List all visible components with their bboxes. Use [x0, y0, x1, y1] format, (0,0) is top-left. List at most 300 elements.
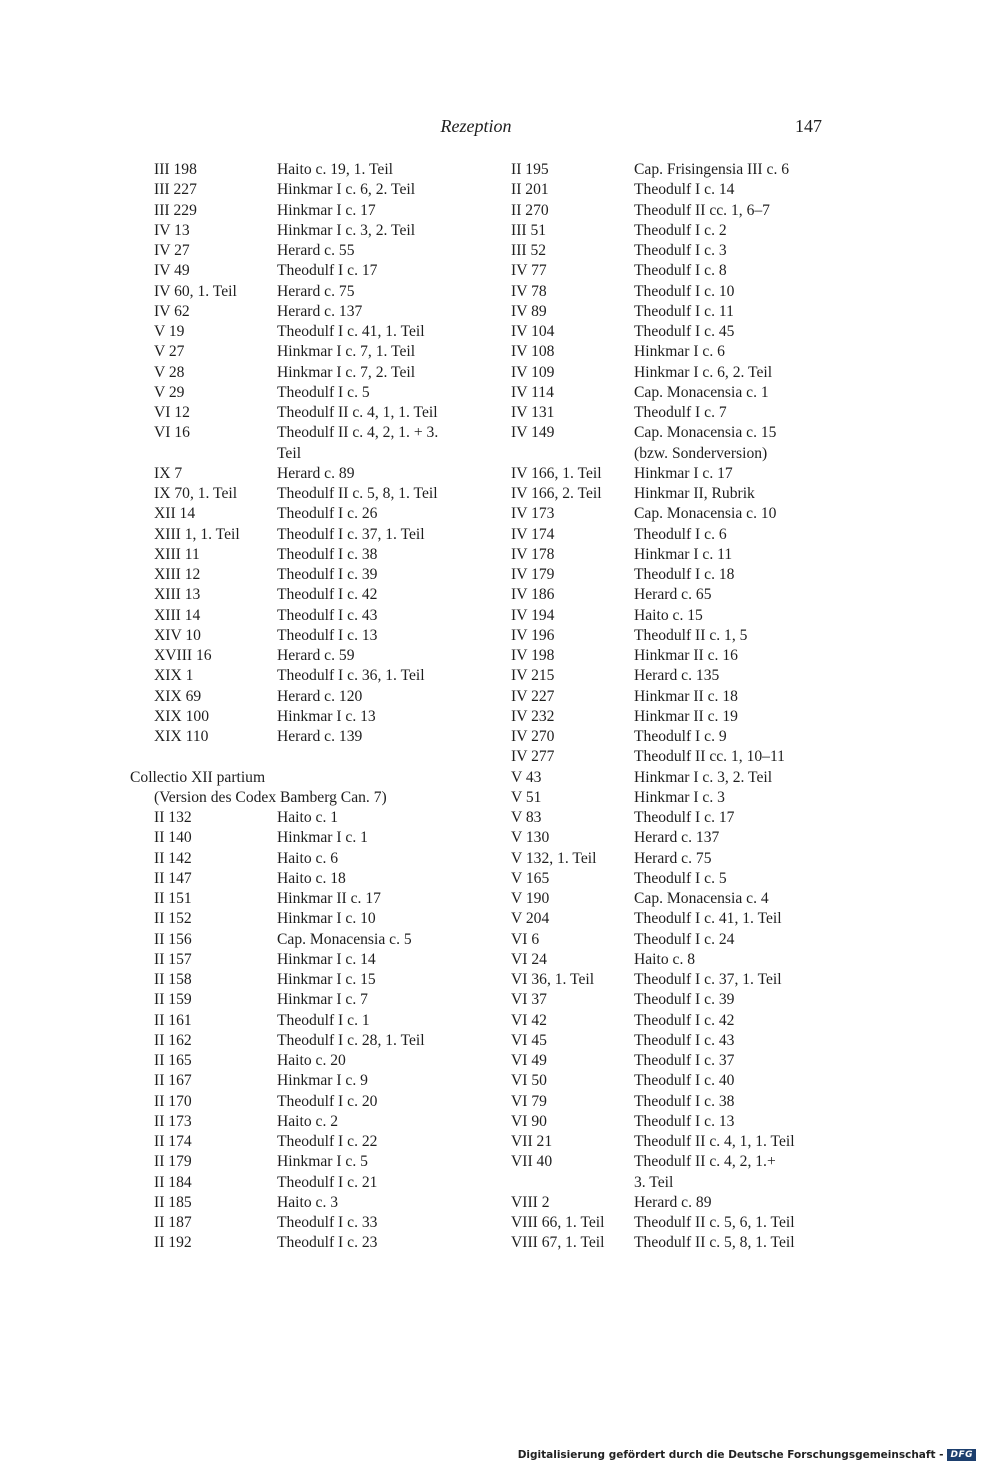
source-text: Hinkmar I c. 9: [277, 1072, 368, 1090]
source-text: Herard c. 75: [634, 849, 712, 867]
reference: IX 7: [154, 464, 183, 482]
source-citation: [634, 788, 824, 808]
source-text: Hinkmar I c. 5: [277, 1153, 368, 1171]
source-citation: [634, 869, 824, 889]
reference: III 51: [511, 221, 547, 239]
source-citation: [277, 1071, 457, 1091]
section-subtitle: (Version des Codex Bamberg Can. 7): [154, 788, 387, 806]
reference: IV 270: [511, 728, 555, 745]
source-text: Hinkmar I c. 7: [277, 991, 368, 1009]
index-row: [130, 626, 490, 646]
reference: II 158: [154, 971, 192, 988]
source-text: Herard c. 135: [634, 667, 720, 685]
index-row: [130, 484, 490, 504]
source-text: Hinkmar I c. 14: [277, 950, 376, 968]
reference: IV 186: [511, 586, 555, 604]
index-row: [130, 464, 490, 484]
index-row: [511, 889, 831, 909]
source-citation: [634, 403, 824, 423]
reference: XIV 10: [154, 626, 201, 644]
source-citation: [277, 1011, 457, 1031]
reference: IV 173: [511, 505, 555, 523]
source-citation: [277, 707, 457, 727]
source-text: Haito c. 19, 1. Teil: [277, 161, 393, 178]
source-text: Theodulf I c. 24: [634, 930, 735, 948]
index-row: [130, 808, 490, 828]
reference: VI 45: [511, 1031, 547, 1049]
index-row: [130, 585, 490, 605]
index-row: [511, 423, 831, 464]
source-citation: [277, 889, 457, 909]
source-text: Herard c. 75: [277, 282, 355, 300]
source-text: Theodulf I c. 10: [634, 282, 735, 300]
reference: XIX 69: [154, 687, 202, 705]
index-row: [511, 909, 831, 929]
index-row: [130, 1213, 490, 1233]
index-row: [511, 707, 831, 727]
index-row: [511, 383, 831, 403]
reference: VI 37: [511, 991, 547, 1009]
page-header: [130, 116, 822, 140]
source-citation: [277, 666, 457, 686]
source-text: Theodulf II c. 5, 8, 1. Teil: [277, 485, 438, 502]
reference: V 132, 1. Teil: [511, 849, 597, 867]
index-row: [130, 545, 490, 565]
index-row: [511, 970, 831, 990]
source-text: Theodulf II c. 4, 1, 1. Teil: [634, 1133, 795, 1150]
reference: IV 27: [154, 242, 190, 259]
source-citation: [634, 545, 824, 565]
reference: IV 232: [511, 707, 555, 725]
source-text: Theodulf I c. 41, 1. Teil: [634, 910, 782, 928]
reference: IV 194: [511, 606, 555, 624]
reference: XIII 12: [154, 566, 201, 583]
source-citation: [277, 525, 457, 545]
index-row: [511, 788, 831, 808]
page-number: 147: [795, 116, 822, 136]
source-text: Hinkmar II c. 19: [634, 707, 738, 725]
source-citation: [277, 545, 457, 565]
source-text: Cap. Frisingensia III c. 6: [634, 161, 790, 178]
source-text-continued: (bzw. Sonderversion): [634, 444, 768, 462]
source-citation: [634, 1112, 824, 1132]
source-citation: [634, 808, 824, 828]
source-citation: [634, 606, 824, 626]
source-citation: [634, 1213, 824, 1233]
source-text: Theodulf I c. 23: [277, 1234, 378, 1252]
index-row: [130, 160, 490, 180]
source-text: Theodulf II c. 4, 2, 1. + 3.: [277, 424, 439, 442]
reference: VI 6: [511, 930, 540, 948]
source-citation: [634, 160, 824, 180]
index-row: [130, 646, 490, 666]
source-citation: [277, 1173, 457, 1193]
source-text: Theodulf I c. 3: [634, 242, 727, 259]
reference: II 184: [154, 1173, 192, 1191]
reference: V 130: [511, 829, 550, 847]
footer-credit: [518, 1449, 976, 1461]
source-citation: [277, 322, 457, 342]
source-citation: [634, 180, 824, 200]
index-row: [130, 282, 490, 302]
index-row: [130, 423, 490, 464]
source-text: Theodulf I c. 6: [634, 525, 727, 543]
source-citation: [634, 1031, 824, 1051]
source-citation: [634, 484, 824, 504]
reference: VI 49: [511, 1052, 547, 1069]
source-text: Theodulf I c. 22: [277, 1133, 378, 1150]
index-row: [511, 950, 831, 970]
reference: II 173: [154, 1112, 192, 1130]
source-text: Herard c. 55: [277, 242, 355, 259]
index-row: [130, 504, 490, 524]
index-row: [130, 1193, 490, 1213]
source-citation: [634, 1011, 824, 1031]
reference: XIX 110: [154, 728, 209, 745]
source-citation: [277, 1112, 457, 1132]
reference: IV 114: [511, 383, 554, 401]
source-citation: [277, 808, 457, 828]
source-citation: [277, 909, 457, 929]
index-row: [130, 1031, 490, 1051]
index-row: [130, 383, 490, 403]
source-citation: [634, 666, 824, 686]
index-row: [130, 342, 490, 362]
index-row: [130, 241, 490, 261]
source-text: Theodulf II c. 5, 8, 1. Teil: [634, 1234, 795, 1252]
source-citation: [634, 950, 824, 970]
source-text: Cap. Monacensia c. 4: [634, 890, 769, 907]
source-text: Cap. Monacensia c. 1: [634, 383, 769, 401]
index-row: [130, 1011, 490, 1031]
source-citation: [277, 342, 457, 362]
index-row: [511, 768, 831, 788]
source-text: Haito c. 18: [277, 869, 346, 887]
index-row: [130, 930, 490, 950]
source-text: Hinkmar I c. 3: [634, 788, 725, 806]
index-row: [130, 889, 490, 909]
reference: IV 166, 1. Teil: [511, 464, 602, 482]
source-text: Theodulf I c. 38: [277, 545, 378, 563]
source-text: Theodulf I c. 8: [634, 262, 727, 280]
source-citation: [277, 1051, 457, 1071]
dfg-logo: DFG: [947, 1449, 976, 1461]
index-row: [130, 221, 490, 241]
index-row: [511, 1193, 831, 1213]
source-text: Hinkmar I c. 11: [634, 545, 733, 563]
reference: XIX 100: [154, 707, 210, 725]
index-row: [130, 565, 490, 585]
source-citation: [634, 342, 824, 362]
source-text: Cap. Monacensia c. 5: [277, 930, 412, 948]
index-row: [511, 545, 831, 565]
index-row: [130, 1132, 490, 1152]
source-citation: [277, 606, 457, 626]
source-text: Theodulf I c. 17: [634, 809, 735, 826]
index-row: [511, 727, 831, 747]
source-text-continued: Teil: [277, 444, 302, 462]
source-text: Herard c. 59: [277, 647, 355, 664]
source-text: Theodulf I c. 37: [634, 1052, 735, 1069]
reference: V 19: [154, 323, 185, 340]
source-citation: [634, 909, 824, 929]
reference: II 142: [154, 849, 192, 867]
reference: II 156: [154, 930, 192, 948]
source-text: Herard c. 120: [277, 687, 363, 705]
reference: II 201: [511, 181, 549, 199]
source-text: Theodulf I c. 9: [634, 728, 727, 745]
source-citation: [634, 1132, 824, 1152]
source-text: Theodulf I c. 39: [634, 991, 735, 1009]
index-row: [130, 201, 490, 221]
reference: IV 178: [511, 545, 555, 563]
index-row: [130, 302, 490, 322]
source-text: Hinkmar I c. 3, 2. Teil: [277, 221, 416, 239]
source-text: Theodulf I c. 42: [634, 1011, 735, 1029]
source-text: Theodulf I c. 1: [277, 1011, 370, 1029]
source-text: Theodulf I c. 2: [634, 221, 727, 239]
source-citation: [634, 646, 824, 666]
reference: VI 79: [511, 1092, 547, 1110]
source-text: Theodulf II cc. 1, 6–7: [634, 201, 770, 219]
source-text: Hinkmar I c. 6: [634, 343, 725, 361]
source-citation: [634, 363, 824, 383]
reference: V 29: [154, 383, 185, 401]
source-text: Haito c. 6: [277, 849, 339, 867]
index-row: [130, 525, 490, 545]
source-text: Theodulf I c. 21: [277, 1173, 378, 1191]
reference: IV 62: [154, 302, 190, 320]
reference: VI 50: [511, 1072, 547, 1090]
source-citation: [277, 869, 457, 889]
source-citation: [634, 970, 824, 990]
reference: II 187: [154, 1214, 192, 1231]
left-column: [130, 160, 490, 1254]
source-text: Cap. Monacensia c. 15: [634, 424, 777, 442]
index-row: [511, 484, 831, 504]
source-text: Hinkmar I c. 17: [634, 464, 733, 482]
index-row: [130, 1051, 490, 1071]
reference: V 27: [154, 343, 185, 361]
source-citation: [634, 828, 824, 848]
source-text: Theodulf I c. 39: [277, 566, 378, 583]
source-citation: [277, 423, 457, 464]
right-column: [511, 160, 831, 1254]
index-row: [511, 1112, 831, 1132]
reference: VII 21: [511, 1133, 553, 1150]
reference: VI 90: [511, 1112, 547, 1130]
index-row: [511, 828, 831, 848]
index-row: [511, 747, 831, 767]
source-text: Hinkmar I c. 10: [277, 910, 376, 928]
source-citation: [634, 626, 824, 646]
source-text: Theodulf I c. 11: [634, 302, 734, 320]
source-citation: [634, 687, 824, 707]
source-citation: [277, 565, 457, 585]
source-citation: [634, 261, 824, 281]
source-text: Theodulf I c. 42: [277, 586, 378, 604]
reference: II 162: [154, 1031, 192, 1049]
source-text: Theodulf I c. 37, 1. Teil: [634, 971, 782, 988]
reference: II 185: [154, 1193, 192, 1211]
reference: VII 40: [511, 1153, 553, 1171]
index-row: [511, 990, 831, 1010]
reference: IV 104: [511, 323, 555, 340]
index-row: [511, 504, 831, 524]
reference: VI 24: [511, 950, 547, 968]
source-citation: [634, 990, 824, 1010]
reference: IV 78: [511, 282, 547, 300]
index-row: [130, 990, 490, 1010]
reference: II 147: [154, 869, 192, 887]
index-row: [130, 261, 490, 281]
index-row: [511, 606, 831, 626]
source-text: Hinkmar I c. 1: [277, 829, 368, 847]
source-text: Theodulf II c. 4, 2, 1.+: [634, 1153, 776, 1171]
reference: IV 89: [511, 302, 547, 320]
source-text: Haito c. 1: [277, 809, 339, 826]
reference: V 190: [511, 890, 550, 907]
source-text: Theodulf I c. 28, 1. Teil: [277, 1031, 425, 1049]
index-row: [511, 241, 831, 261]
reference: V 51: [511, 788, 542, 806]
index-row: [130, 606, 490, 626]
source-text: Theodulf I c. 26: [277, 505, 378, 523]
source-citation: [634, 1152, 824, 1193]
reference: III 52: [511, 242, 547, 259]
reference: IV 60, 1. Teil: [154, 282, 237, 300]
reference: II 174: [154, 1133, 192, 1150]
index-row: [511, 849, 831, 869]
source-text: Theodulf I c. 40: [634, 1072, 735, 1090]
source-text: Hinkmar I c. 6, 2. Teil: [634, 363, 773, 381]
source-text: Theodulf I c. 17: [277, 262, 378, 280]
source-citation: [277, 464, 457, 484]
index-row: [130, 1233, 490, 1253]
index-row: [511, 464, 831, 484]
source-text: Herard c. 65: [634, 586, 712, 604]
reference: IV 277: [511, 748, 555, 766]
reference: II 195: [511, 161, 549, 178]
source-text: Cap. Monacensia c. 10: [634, 505, 777, 523]
reference: V 204: [511, 910, 550, 928]
source-citation: [634, 302, 824, 322]
index-row: [511, 322, 831, 342]
reference: IV 227: [511, 687, 555, 705]
source-citation: [277, 383, 457, 403]
source-text: Hinkmar I c. 17: [277, 201, 376, 219]
reference: XIII 11: [154, 545, 200, 563]
reference: VI 42: [511, 1011, 547, 1029]
source-citation: [634, 930, 824, 950]
index-row: [130, 869, 490, 889]
source-citation: [277, 970, 457, 990]
index-row: [511, 201, 831, 221]
source-citation: [277, 1132, 457, 1152]
index-row: [130, 363, 490, 383]
source-citation: [634, 525, 824, 545]
reference: III 227: [154, 181, 197, 199]
source-citation: [277, 160, 457, 180]
reference: IV 77: [511, 262, 547, 280]
index-row: [511, 403, 831, 423]
reference: II 151: [154, 890, 192, 907]
index-row: [130, 180, 490, 200]
reference: VI 36, 1. Teil: [511, 971, 595, 988]
index-row: [130, 849, 490, 869]
source-text: Theodulf I c. 13: [277, 626, 378, 644]
reference: VI 16: [154, 424, 190, 442]
reference: II 159: [154, 991, 192, 1009]
source-citation: [634, 565, 824, 585]
index-row: [130, 322, 490, 342]
source-text: Theodulf I c. 5: [634, 869, 727, 887]
source-citation: [634, 747, 824, 767]
index-row: [511, 282, 831, 302]
footer-text: Digitalisierung gefördert durch die Deutsche Forschungsgemeinschaft -: [517, 1449, 944, 1461]
index-row: [511, 1213, 831, 1233]
source-text: Haito c. 8: [634, 950, 696, 968]
running-title: Rezeption: [440, 116, 512, 136]
reference: II 157: [154, 950, 192, 968]
source-text: Theodulf I c. 38: [634, 1092, 735, 1110]
index-row: [511, 687, 831, 707]
source-text: Herard c. 89: [277, 464, 355, 482]
source-citation: [277, 201, 457, 221]
reference: III 198: [154, 161, 197, 178]
reference: V 165: [511, 869, 550, 887]
source-citation: [277, 1193, 457, 1213]
index-row: [511, 646, 831, 666]
source-text: Theodulf I c. 36, 1. Teil: [277, 667, 425, 685]
reference: VIII 2: [511, 1193, 550, 1211]
source-citation: [634, 504, 824, 524]
index-row: [511, 1071, 831, 1091]
index-row: [130, 1152, 490, 1172]
source-text: Theodulf I c. 37, 1. Teil: [277, 525, 425, 543]
reference: II 165: [154, 1052, 192, 1069]
source-citation: [277, 241, 457, 261]
reference: IV 109: [511, 363, 555, 381]
source-text: Hinkmar II c. 18: [634, 687, 738, 705]
source-text: Hinkmar I c. 6, 2. Teil: [277, 181, 416, 199]
source-text: Herard c. 137: [634, 829, 720, 847]
source-text: Theodulf I c. 13: [634, 1112, 735, 1130]
index-row: [511, 180, 831, 200]
source-citation: [634, 383, 824, 403]
index-row: [130, 950, 490, 970]
reference: IV 131: [511, 404, 555, 421]
index-row: [130, 1112, 490, 1132]
source-citation: [277, 687, 457, 707]
reference: XIX 1: [154, 667, 194, 685]
source-citation: [634, 1092, 824, 1112]
reference: IV 108: [511, 343, 555, 361]
index-row: [511, 1132, 831, 1152]
reference: V 83: [511, 809, 542, 826]
index-row: [130, 1092, 490, 1112]
reference: XII 14: [154, 505, 196, 523]
source-citation: [634, 707, 824, 727]
source-text: Hinkmar II c. 16: [634, 647, 738, 664]
index-row: [511, 1092, 831, 1112]
index-row: [511, 565, 831, 585]
source-citation: [277, 1233, 457, 1253]
source-text: Hinkmar I c. 15: [277, 971, 376, 988]
source-citation: [277, 504, 457, 524]
source-text: Haito c. 3: [277, 1193, 339, 1211]
index-row: [511, 1011, 831, 1031]
